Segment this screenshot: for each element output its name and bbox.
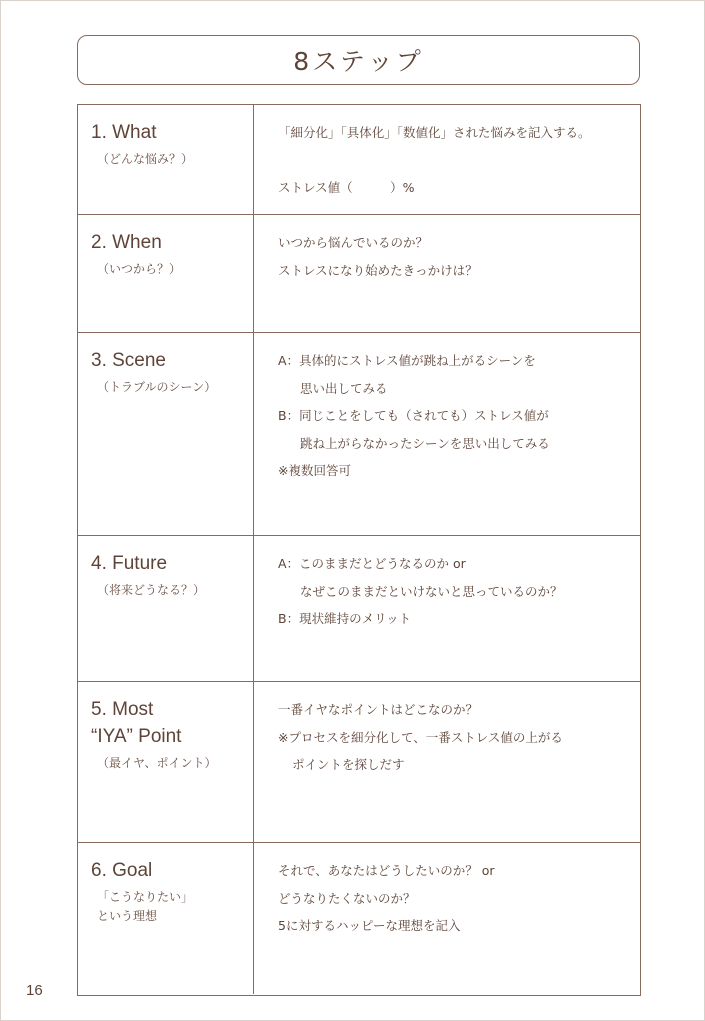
- spacer: [278, 147, 640, 174]
- step-row-future: [78, 536, 640, 682]
- step-line: A：このままだとどうなるのか or: [278, 556, 466, 571]
- step-row-what: [78, 105, 640, 215]
- step-line: 跳ね上がらなかったシーンを思い出してみる: [300, 435, 550, 451]
- step-subtitle: （将来どうなる？）: [97, 583, 206, 597]
- step-title: 4. Future: [91, 553, 168, 574]
- step-line: ポイントを探しだす: [292, 757, 405, 772]
- step-row-when: [78, 215, 640, 333]
- step-title: 5. Most “IYA” Point: [91, 699, 182, 747]
- step-subtitle: （トラブルのシーン）: [97, 380, 217, 394]
- title-box: [77, 35, 640, 85]
- step-line: なぜこのままだといけないと思っているのか？: [300, 583, 563, 599]
- step-content-cell: [254, 333, 640, 535]
- step-title: 1. What: [91, 122, 157, 143]
- step-row-most-iya-point: [78, 682, 640, 843]
- step-title: 3. Scene: [91, 350, 166, 371]
- step-content-cell: [254, 215, 640, 332]
- step-label-cell: [78, 215, 254, 332]
- step-label-cell: [78, 333, 254, 535]
- step-content-cell: [254, 682, 640, 842]
- step-subtitle: 「こうなりたい」 という理想: [97, 890, 194, 923]
- step-line: ストレスになり始めたきっかけは？: [278, 262, 478, 278]
- page-title: 8ステップ: [293, 47, 424, 76]
- step-label-cell: [78, 536, 254, 681]
- page-number: 16: [26, 982, 43, 999]
- step-line: どうなりたくないのか？: [278, 890, 416, 906]
- step-title: 6. Goal: [91, 860, 153, 881]
- step-line: A：具体的にストレス値が跳ね上がるシーンを: [278, 353, 536, 368]
- step-line: 「細分化」「具体化」「数値化」された悩みを記入する。: [278, 125, 591, 140]
- step-line: ※複数回答可: [278, 463, 351, 478]
- step-content-cell: [254, 843, 640, 994]
- step-line: それで、あなたはどうしたいのか？ or: [278, 863, 495, 878]
- step-label-cell: [78, 682, 254, 842]
- step-line: 5に対するハッピーな理想を記入: [278, 918, 461, 933]
- step-content-cell: [254, 105, 640, 214]
- stress-value-line: ストレス値（ ）%: [278, 179, 415, 195]
- step-label-cell: [78, 843, 254, 994]
- step-line: 思い出してみる: [300, 380, 388, 396]
- step-row-scene: [78, 333, 640, 536]
- step-line: B：現状維持のメリット: [278, 611, 412, 626]
- step-subtitle: （最イヤ、ポイント）: [97, 756, 217, 770]
- step-label-cell: [78, 105, 254, 214]
- step-line: B：同じことをしても（されても）ストレス値が: [278, 408, 549, 423]
- step-subtitle: （どんな悩み？）: [97, 152, 194, 166]
- steps-table: [77, 104, 641, 996]
- step-title: 2. When: [91, 232, 162, 253]
- step-line: いつから悩んでいるのか？: [278, 235, 429, 250]
- step-row-goal: [78, 843, 640, 994]
- step-line: ※プロセスを細分化して、一番ストレス値の上がる: [278, 729, 563, 745]
- step-subtitle: （いつから？）: [97, 262, 182, 276]
- step-line: 一番イヤなポイントはどこなのか？: [278, 702, 479, 717]
- step-content-cell: [254, 536, 640, 681]
